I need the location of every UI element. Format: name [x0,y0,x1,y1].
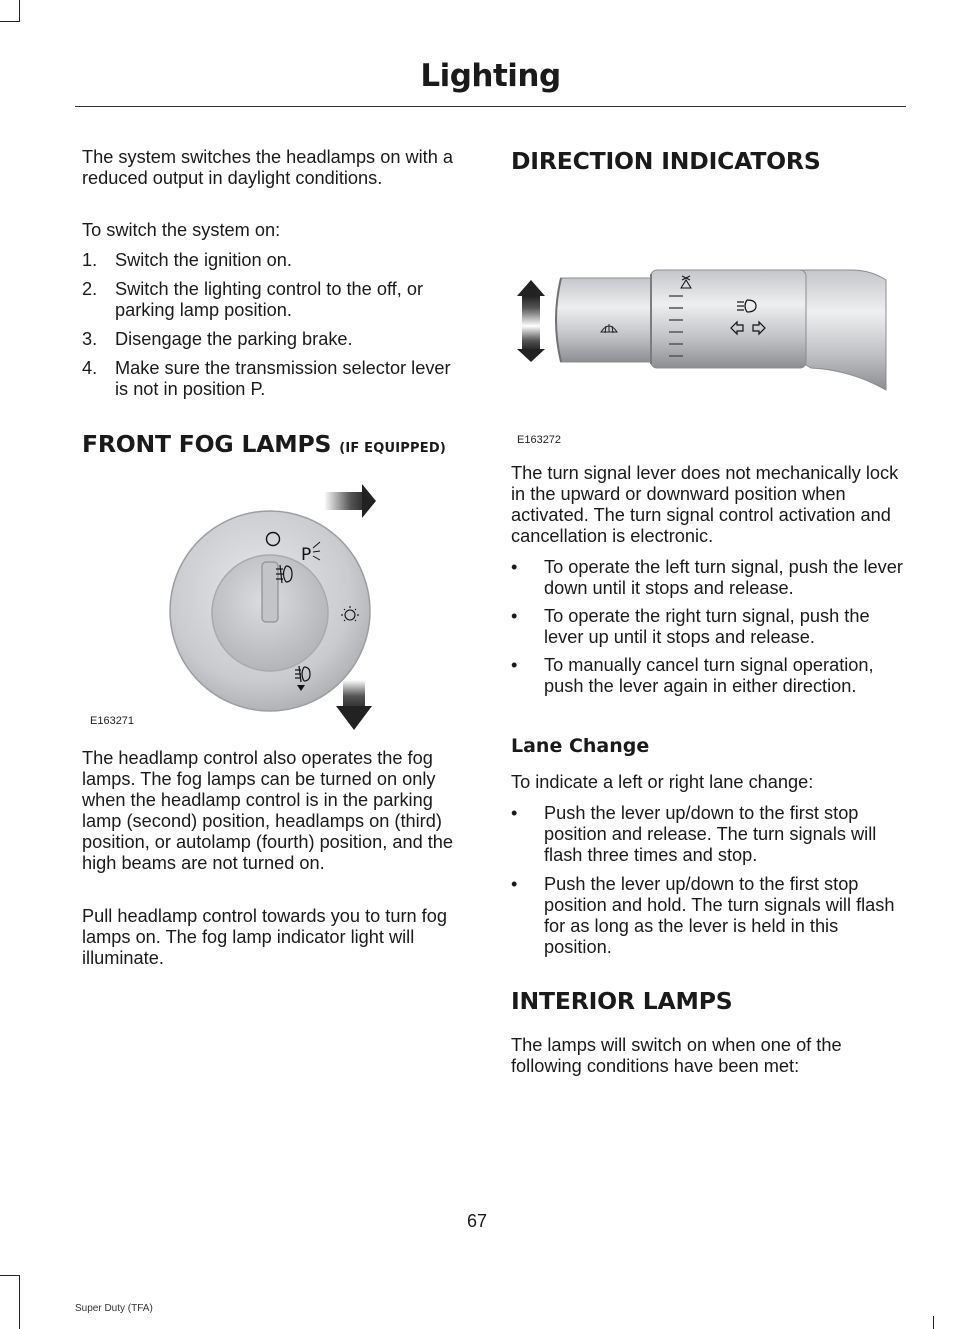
bullet-item [511,874,903,958]
list-text: Make sure the transmission selector lever is not in position P. [115,358,451,399]
switch-on-label: To switch the system on: [82,220,281,240]
crop-mark [19,0,20,22]
section-heading-fog-lamps [82,430,446,458]
list-item [82,250,472,271]
headlamp-dial-illustration [162,478,382,734]
parking-position-label: P [301,545,312,565]
subheading-lane-change: Lane Change [511,735,650,757]
list-text: Switch the lighting control to the off, or parking lamp position. [115,279,424,320]
list-item [82,329,472,350]
bullet: • [511,655,518,675]
lane-change-intro: To indicate a left or right lane change: [511,772,814,792]
crop-mark [19,1275,20,1329]
heading-text: FRONT FOG LAMPS [82,430,332,458]
crop-mark [933,1316,934,1329]
bullet-item [511,557,903,599]
list-text: Disengage the parking brake. [115,329,353,349]
bullet-text: Push the lever up/down to the first stop position and hold. The turn signals will flash for as long as the lever is held in this position. [544,874,895,957]
bullet-text: Push the lever up/down to the first stop position and release. The turn signals will flash three times and stop. [544,803,877,865]
list-number: 2. [82,279,98,299]
list-number: 3. [82,329,98,349]
bullet: • [511,874,518,894]
interior-lamps-paragraph: The lamps will switch on when one of the following conditions have been met: [511,1035,842,1076]
arrow-down-icon [336,680,372,730]
arrow-down-icon [517,326,545,362]
dial-pointer [262,562,278,622]
bullet-item [511,803,903,866]
bullet: • [511,606,518,626]
bullet-item [511,606,903,648]
figure-code: E163271 [90,715,135,727]
page-title: Lighting [420,58,561,94]
arrow-up-icon [517,280,545,326]
bullet-text: To operate the left turn signal, push the lever down until it stops and release. [544,557,903,598]
bullet-item [511,655,903,718]
page-number: 67 [466,1211,488,1231]
bullet-text: To operate the right turn signal, push the lever up until it stops and release. [544,606,870,647]
turn-signal-lever-illustration [511,260,891,400]
bullet: • [511,557,518,577]
figure-code: E163272 [517,434,562,446]
intro-paragraph: The system switches the headlamps on with a reduced output in daylight conditions. [82,147,453,188]
bullet-text: To manually cancel turn signal operation, push the lever again in either direction. [544,655,874,696]
bullet: • [511,803,518,823]
list-item [82,358,472,400]
list-number: 4. [82,358,98,378]
heading-suffix: (IF EQUIPPED) [339,441,446,456]
title-rule [75,106,906,107]
section-heading-interior-lamps: INTERIOR LAMPS [511,987,733,1015]
list-number: 1. [82,250,98,270]
crop-mark [0,21,20,22]
list-item [82,279,472,321]
fog-paragraph-1: The headlamp control also operates the fog lamps. The fog lamps can be turned on only when the headlamp control is in the parking lamp (second) position, headlamps on (third) position, or autolamp (fourth) position, and the high beams are not turned on. [82,748,454,873]
list-text: Switch the ignition on. [115,250,292,270]
fog-paragraph-2: Pull headlamp control towards you to turn fog lamps on. The fog lamp indicator light will illuminate. [82,906,447,968]
arrow-right-icon [324,484,376,518]
crop-mark [0,1275,20,1276]
turn-signal-paragraph: The turn signal lever does not mechanically lock in the upward or downward position when activated. The turn signal control activation and cancellation is electronic. [511,463,899,546]
document-name: Super Duty (TFA) [75,1303,153,1314]
section-heading-direction-indicators: DIRECTION INDICATORS [511,147,821,175]
